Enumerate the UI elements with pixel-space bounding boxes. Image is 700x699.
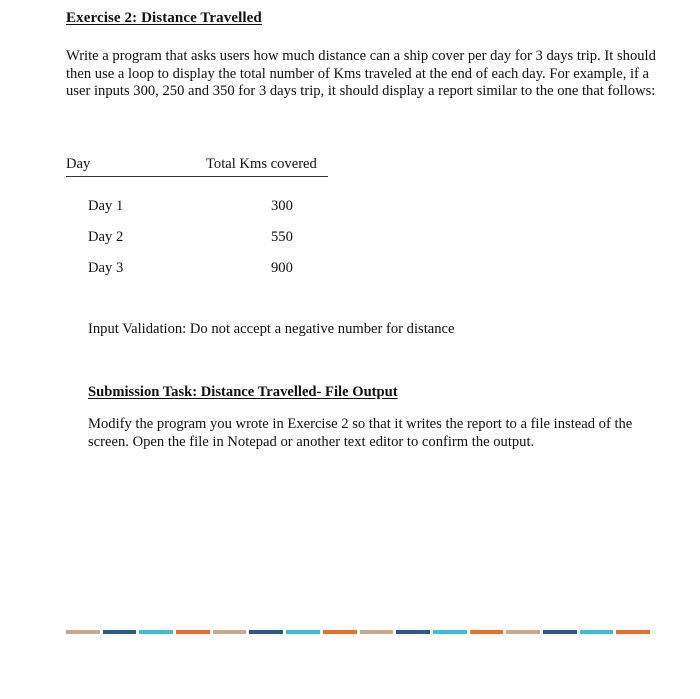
input-validation-note: Input Validation: Do not accept a negative number for distance — [88, 321, 455, 337]
table-row — [88, 229, 308, 249]
column-header-total: Total Kms covered — [206, 156, 317, 172]
footer-bar-segment — [580, 630, 614, 634]
footer-bar-segment — [470, 630, 504, 634]
table-row — [88, 260, 308, 280]
exercise-intro: Write a program that asks users how much distance can a ship cover per day for 3 days trip. It should then use a loop to display the total number of Kms traveled at the end of each day. For example, if a user inputs 300, 250 and 350 for 3 days trip, it should display a report similar to the one that follows: — [66, 48, 656, 99]
submission-body: Modify the program you wrote in Exercise 2 so that it writes the report to a file instead of the screen. Open the file in Notepad or another text editor to confirm the output. — [88, 416, 633, 450]
decorative-footer-bar — [66, 630, 650, 634]
footer-bar-segment — [176, 630, 210, 634]
column-header-day: Day — [66, 156, 91, 172]
footer-bar-segment — [616, 630, 650, 634]
row-total: 550 — [271, 229, 293, 245]
footer-bar-segment — [323, 630, 357, 634]
footer-bar-segment — [139, 630, 173, 634]
submission-heading: Submission Task: Distance Travelled- File Output — [88, 384, 398, 400]
report-table-header — [66, 156, 328, 177]
exercise-heading: Exercise 2: Distance Travelled — [66, 10, 262, 26]
row-day: Day 1 — [88, 198, 124, 214]
footer-bar-segment — [213, 630, 247, 634]
footer-bar-segment — [103, 630, 137, 634]
footer-bar-segment — [396, 630, 430, 634]
footer-bar-segment — [249, 630, 283, 634]
footer-bar-segment — [543, 630, 577, 634]
row-total: 300 — [271, 198, 293, 214]
footer-bar-segment — [433, 630, 467, 634]
row-day: Day 3 — [88, 260, 124, 276]
table-row — [88, 198, 308, 218]
row-total: 900 — [271, 260, 293, 276]
footer-bar-segment — [506, 630, 540, 634]
footer-bar-segment — [66, 630, 100, 634]
footer-bar-segment — [286, 630, 320, 634]
row-day: Day 2 — [88, 229, 124, 245]
footer-bar-segment — [360, 630, 394, 634]
